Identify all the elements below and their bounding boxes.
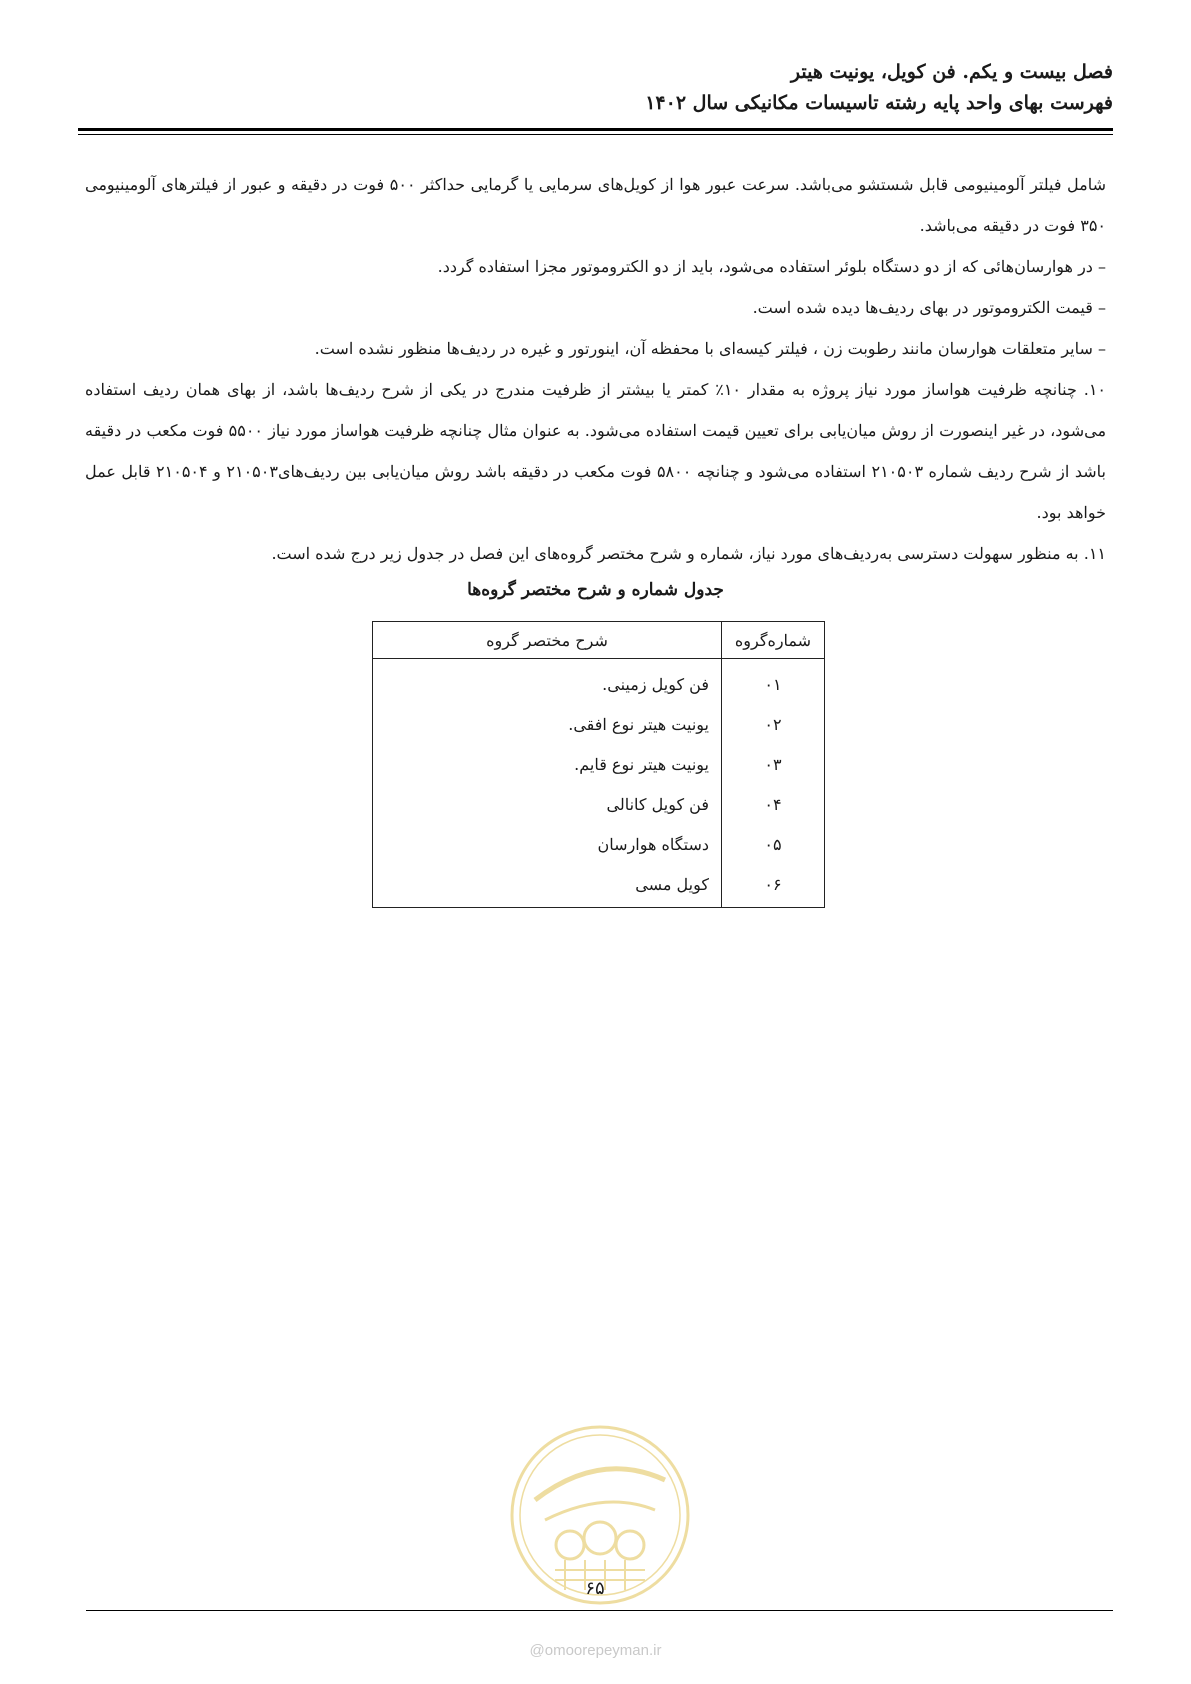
groups-table — [372, 621, 825, 908]
paragraph-item-10: ۱۰. چنانچه ظرفیت هواساز مورد نیاز پروژه به مقدار ۱۰٪ کمتر یا بیشتر از ظرفیت مندرج در یکی از شرح ردیف‌ها باشد، از بهای همان ردیف استفاده می‌شود، در غیر اینصورت از روش میان‌یابی برای تعیین قیمت استفاده می‌شود. به عنوان مثال چنانچه ظرفیت هواساز مورد نیاز ۵۵۰۰ فوت مکعب در دقیقه باشد از شرح ردیف شماره ۲۱۰۵۰۳ استفاده می‌شود و چنانچه ۵۸۰۰ فوت مکعب در دقیقه باشد روش میان‌یابی بین ردیف‌های۲۱۰۵۰۳ و ۲۱۰۵۰۴ قابل عمل خواهد بود. — [85, 380, 1107, 522]
group-description: یونیت هیتر نوع قایم. — [373, 744, 722, 784]
group-description: یونیت هیتر نوع افقی. — [373, 704, 722, 744]
footer-rule — [86, 1610, 1113, 1611]
table-row — [373, 659, 825, 705]
page-number: ۶۵ — [585, 1578, 605, 1599]
group-description: کویل مسی — [373, 864, 722, 908]
group-number: ۰۲ — [722, 704, 825, 744]
book-title: فهرست بهای واحد پایه رشته تاسیسات مکانیکی سال ۱۴۰۲ — [645, 92, 1113, 114]
paragraph-bullet-accessories: – سایر متعلقات هوارسان مانند رطوبت زن ، فیلتر کیسه‌ای با محفظه آن، اینورتور و غیره در ردیف‌ها منظور نشده است. — [314, 339, 1106, 358]
table-row — [373, 744, 825, 784]
header-description: شرح مختصر گروه — [373, 622, 722, 659]
header-rule-thick — [78, 128, 1113, 131]
group-description: فن کویل زمینی. — [373, 659, 722, 705]
group-number: ۰۵ — [722, 824, 825, 864]
body-text — [85, 164, 1106, 574]
website-watermark: @omoorepeyman.ir — [529, 1642, 662, 1659]
table-header-row — [373, 622, 825, 659]
group-description: دستگاه هوارسان — [373, 824, 722, 864]
table-row — [373, 704, 825, 744]
paragraph-bullet-motor-price: – قیمت الکتروموتور در بهای ردیف‌ها دیده شده است. — [752, 298, 1106, 317]
table-row — [373, 784, 825, 824]
chapter-title: فصل بیست و یکم. فن کویل، یونیت هیتر — [790, 61, 1113, 83]
group-description: فن کویل کانالی — [373, 784, 722, 824]
paragraph-intro: شامل فیلتر آلومینیومی قابل شستشو می‌باشد. سرعت عبور هوا از کویل‌های سرمایی یا گرمایی حداکثر ۵۰۰ فوت در دقیقه و عبور از فیلترهای آلومینیومی ۳۵۰ فوت در دقیقه می‌باشد. — [85, 175, 1107, 235]
paragraph-item-11: ۱۱. به منظور سهولت دسترسی به‌ردیف‌های مورد نیاز، شماره و شرح مختصر گروه‌های این فصل در جدول زیر درج شده است. — [271, 544, 1106, 563]
group-number: ۰۳ — [722, 744, 825, 784]
group-number: ۰۶ — [722, 864, 825, 908]
header-rule-thin — [78, 134, 1113, 135]
paragraph-bullet-blower: – در هوارسان‌هائی که از دو دستگاه بلوئر استفاده می‌شود، باید از دو الکتروموتور مجزا استفاده گردد. — [437, 257, 1106, 276]
group-number: ۰۱ — [722, 659, 825, 705]
page-header — [78, 58, 1113, 118]
header-number: شماره‌گروه — [722, 622, 825, 659]
table-row — [373, 864, 825, 908]
table-row — [373, 824, 825, 864]
group-number: ۰۴ — [722, 784, 825, 824]
table-title: جدول شماره و شرح مختصر گروه‌ها — [467, 580, 724, 600]
